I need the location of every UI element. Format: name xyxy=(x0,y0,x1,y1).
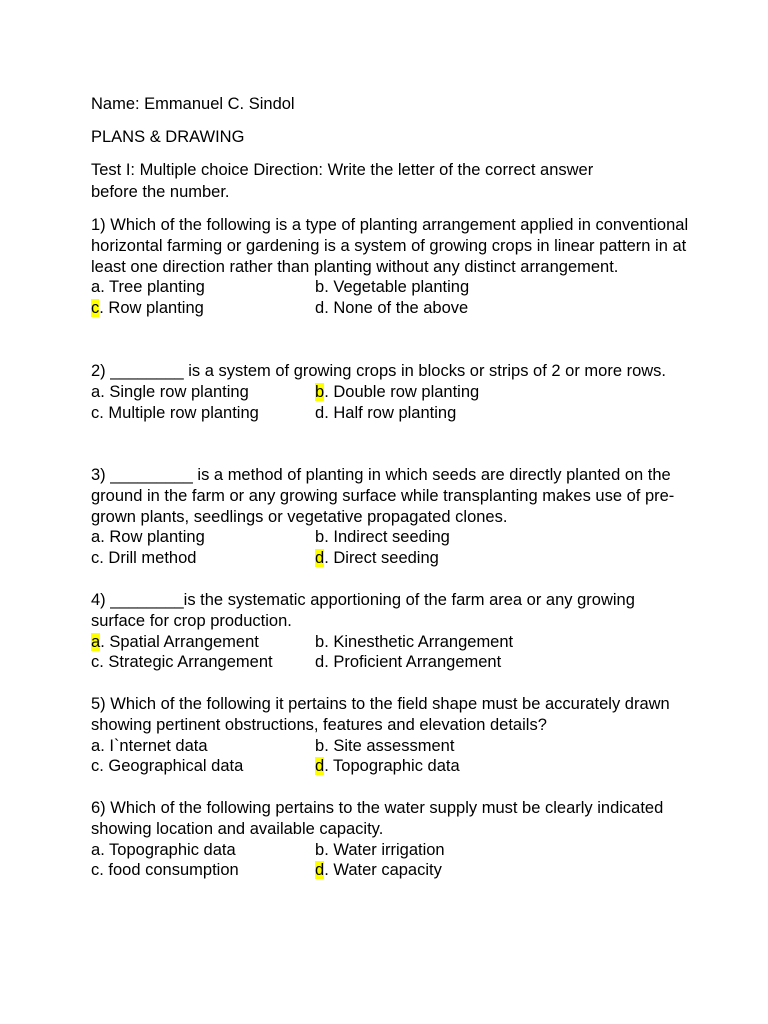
question-stem: 4) ________is the systematic apportioning of the farm area or any growing surface for crop production. xyxy=(91,591,635,630)
option-row xyxy=(91,277,691,298)
question-stem: 2) ________ is a system of growing crops in blocks or strips of 2 or more rows. xyxy=(91,362,666,380)
question-5 xyxy=(91,694,691,777)
option-d: d. Topographic data xyxy=(315,757,460,776)
option-row xyxy=(91,382,691,403)
option-c: c. Drill method xyxy=(91,549,197,568)
option-a: a. Tree planting xyxy=(91,278,205,297)
option-c: c. Strategic Arrangement xyxy=(91,653,273,672)
question-stem: 1) Which of the following is a type of planting arrangement applied in conventional horizontal farming or gardening is a system of growing crops in linear pattern in at least one direction rather than planting without any distinct arrangement. xyxy=(91,216,689,276)
test-direction-line-2: before the number. xyxy=(91,183,230,201)
option-a: a. Row planting xyxy=(91,528,205,547)
option-d: d. Direct seeding xyxy=(315,549,439,568)
question-2 xyxy=(91,361,691,423)
option-row xyxy=(91,652,691,673)
question-4 xyxy=(91,590,691,673)
question-1 xyxy=(91,215,691,319)
option-row xyxy=(91,756,691,777)
answer-highlight: a xyxy=(91,632,101,651)
option-d: d. Water capacity xyxy=(315,861,442,880)
option-c: c. Row planting xyxy=(91,299,204,318)
question-3 xyxy=(91,465,691,569)
subject-title: PLANS & DRAWING xyxy=(91,128,245,146)
option-row xyxy=(91,860,691,881)
option-c: c. food consumption xyxy=(91,861,239,880)
option-a: a. I`nternet data xyxy=(91,736,208,755)
option-a: a. Spatial Arrangement xyxy=(91,632,259,651)
option-row xyxy=(91,527,691,548)
option-d: d. Half row planting xyxy=(315,403,457,422)
option-c: c. Geographical data xyxy=(91,757,244,776)
option-c: c. Multiple row planting xyxy=(91,403,259,422)
option-a: a. Single row planting xyxy=(91,382,249,401)
option-row xyxy=(91,403,691,424)
option-b: b. Double row planting xyxy=(315,382,480,401)
student-name: Name: Emmanuel C. Sindol xyxy=(91,95,295,113)
option-row xyxy=(91,840,691,861)
option-b: b. Vegetable planting xyxy=(315,278,470,297)
answer-highlight: c xyxy=(91,299,100,318)
option-row xyxy=(91,298,691,319)
test-direction-line-1: Test I: Multiple choice Direction: Write the letter of the correct answer xyxy=(91,161,594,179)
option-row xyxy=(91,736,691,757)
option-row xyxy=(91,632,691,653)
question-stem: 6) Which of the following pertains to the water supply must be clearly indicated showing location and available capacity. xyxy=(91,799,664,838)
option-b: b. Kinesthetic Arrangement xyxy=(315,632,514,651)
option-d: d. None of the above xyxy=(315,299,469,318)
question-stem: 5) Which of the following it pertains to the field shape must be accurately drawn showing pertinent obstructions, features and elevation details? xyxy=(91,695,670,734)
question-6 xyxy=(91,798,691,881)
answer-highlight: d xyxy=(315,549,325,568)
option-a: a. Topographic data xyxy=(91,840,236,859)
option-b: b. Indirect seeding xyxy=(315,528,450,547)
question-stem: 3) _________ is a method of planting in which seeds are directly planted on the ground in the farm or any growing surface while transplanting makes use of pre-grown plants, seedlings or vegetative propagated clones. xyxy=(91,466,675,526)
option-row xyxy=(91,548,691,569)
option-b: b. Water irrigation xyxy=(315,840,445,859)
option-d: d. Proficient Arrangement xyxy=(315,653,502,672)
answer-highlight: d xyxy=(315,757,325,776)
answer-highlight: d xyxy=(315,861,325,880)
answer-highlight: b xyxy=(315,382,325,401)
option-b: b. Site assessment xyxy=(315,736,455,755)
